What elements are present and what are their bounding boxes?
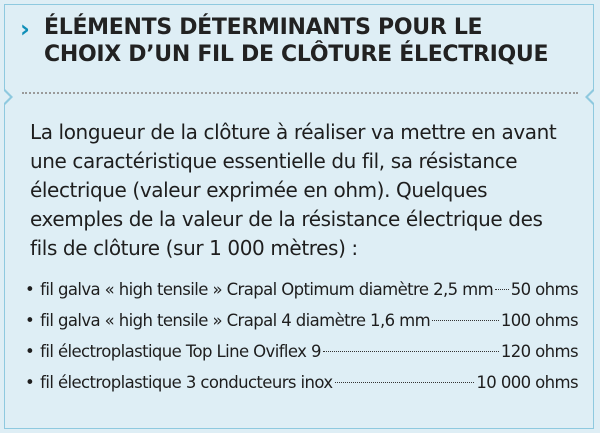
page-title <box>44 14 564 68</box>
resistance-list <box>25 274 578 398</box>
item-value: 100 ohms <box>500 311 578 330</box>
dot-leader <box>495 289 509 290</box>
dot-leader <box>335 382 475 383</box>
item-label: fil électroplastique Top Line Oviflex 9 <box>40 342 321 361</box>
chevron-right-icon: › <box>20 15 30 43</box>
frame-notch-left-inner <box>3 90 10 104</box>
item-label: fil galva « high tensile » Crapal 4 diamètre 1,6 mm <box>40 311 431 330</box>
dot-leader <box>432 320 499 321</box>
list-item <box>25 274 578 305</box>
bullet: • <box>25 311 35 330</box>
item-label: fil galva « high tensile » Crapal Optimum diamètre 2,5 mm <box>40 280 494 299</box>
item-value: 50 ohms <box>510 280 578 299</box>
list-item <box>25 336 578 367</box>
item-value: 120 ohms <box>500 342 578 361</box>
dot-leader <box>323 351 499 352</box>
intro-paragraph: La longueur de la clôture à réaliser va mettre en avant une caractéristique essentielle du fil, sa résistance électrique (valeur exprimée en ohm). Quelques exemples de la valeur de la résistance électrique des fils de clôture (sur 1 000 mètres) : <box>30 120 557 260</box>
title-line-1: ÉLÉMENTS DÉTERMINANTS POUR LE <box>44 15 483 40</box>
frame-notch-right-inner <box>588 90 595 104</box>
bullet: • <box>25 342 35 361</box>
bullet: • <box>25 373 35 392</box>
list-item <box>25 305 578 336</box>
item-value: 10 000 ohms <box>476 373 578 392</box>
list-item <box>25 367 578 398</box>
bullet: • <box>25 280 35 299</box>
dotted-divider <box>22 92 578 94</box>
title-line-2: CHOIX D’UN FIL DE CLÔTURE ÉLECTRIQUE <box>44 42 549 67</box>
item-label: fil électroplastique 3 conducteurs inox <box>40 373 333 392</box>
